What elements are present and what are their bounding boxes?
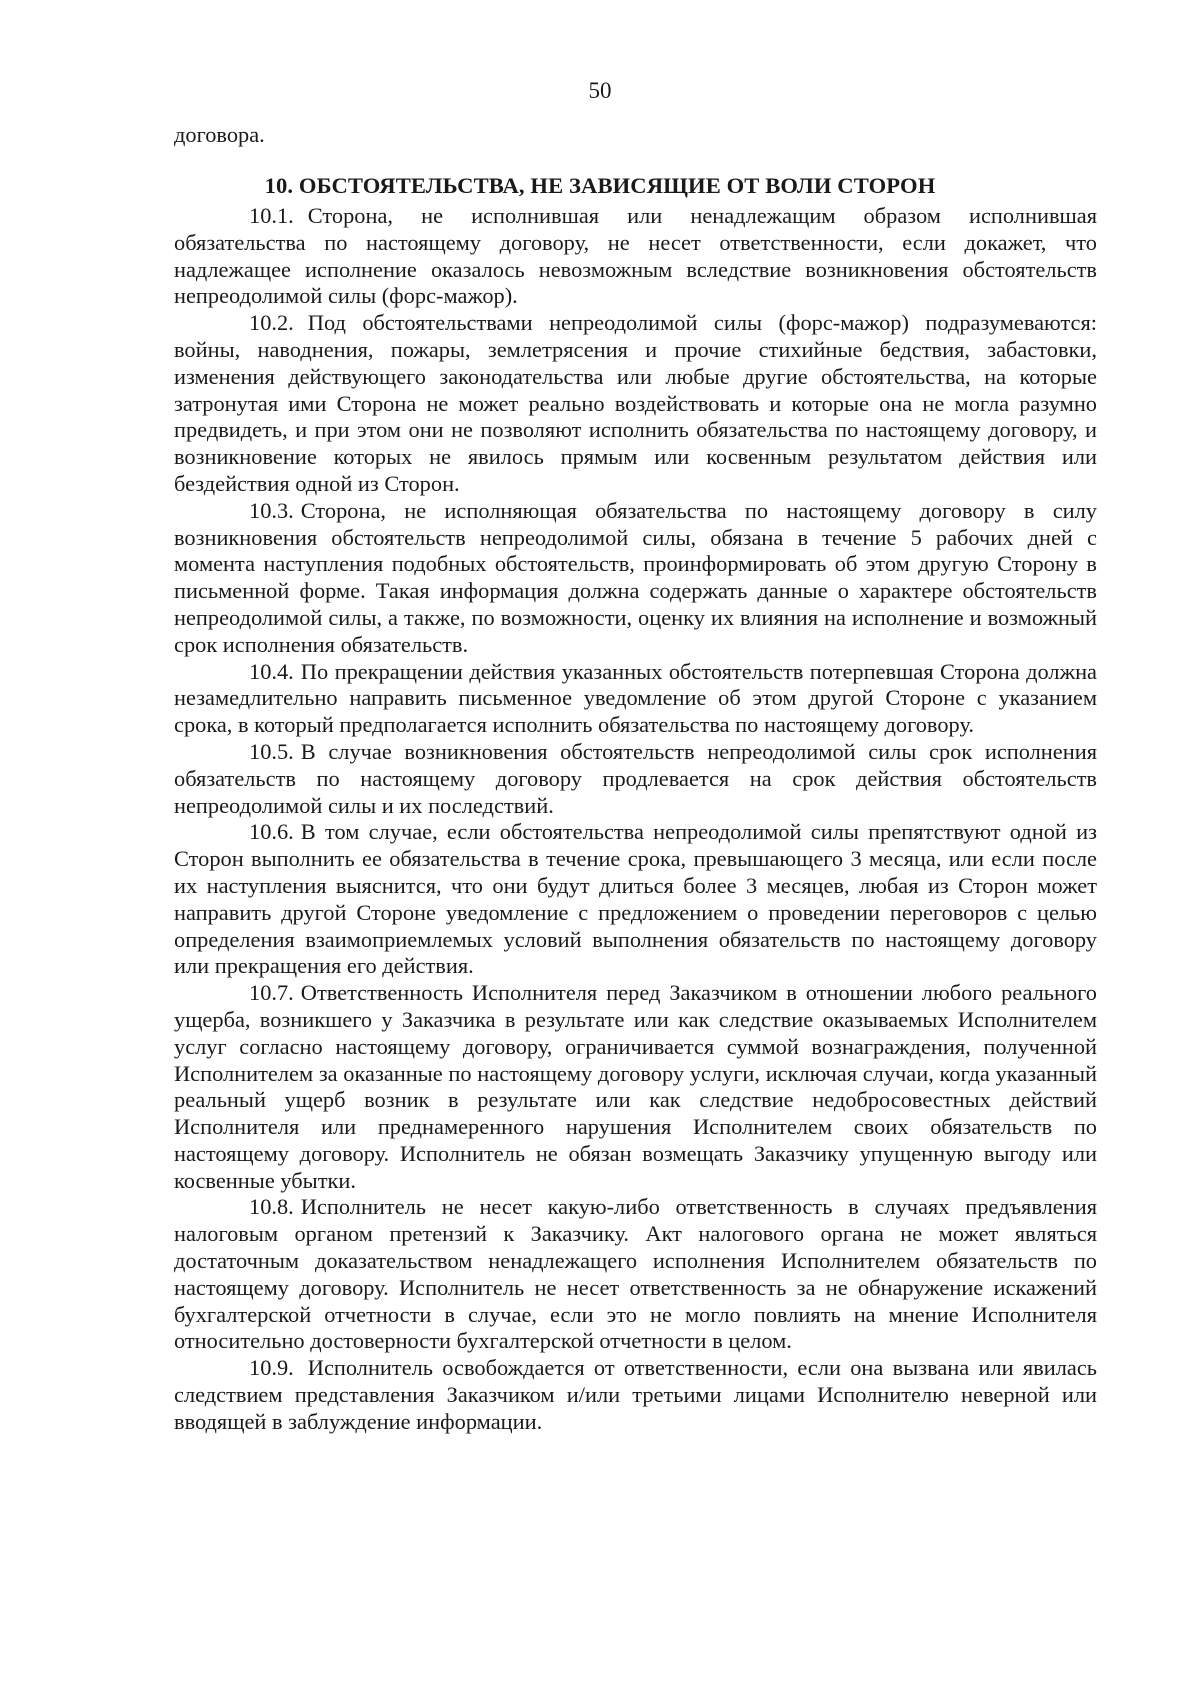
clause-10-2 bbox=[174, 310, 1097, 498]
clause-text: В случае возникновения обстоятельств непреодолимой силы срок исполнения обязательств по настоящему договору продлевается на срок действия обстоятельств непреодолимой силы и их последствий. bbox=[174, 738, 1097, 818]
clause-10-3 bbox=[174, 498, 1097, 659]
clause-text: По прекращении действия указанных обстоятельств потерпевшая Сторона должна незамедлительно направить письменное уведомление об этом другой Стороне с указанием срока, в который предполагается исполнить обязательства по настоящему договору. bbox=[174, 658, 1097, 738]
continuation-text: договора. bbox=[174, 122, 265, 147]
clause-text: Ответственность Исполнителя перед Заказчиком в отношении любого реального ущерба, возникшего у Заказчика в результате или как следствие оказываемых Исполнителем услуг согласно настоящему договору, ограничивается суммой вознаграждения, полученной Исполнителем за оказанные по настоящему договору услуги, исключая случаи, когда указанный реальный ущерб возник в результате или как следствие недобросовестных действий Исполнителя или преднамеренного нарушения Исполнителем своих обязательств по настоящему договору. Исполнитель не обязан возмещать Заказчику упущенную выгоду или косвенные убытки. bbox=[174, 980, 1097, 1193]
clause-text: Под обстоятельствами непреодолимой силы (форс-мажор) подразумеваются: войны, наводнения, пожары, землетрясения и прочие стихийные бедствия, забастовки, изменения действующего законодательства или любые другие обстоятельства, на которые затронутая ими Сторона не может реально воздействовать и которые она не могла разумно предвидеть, и при этом они не позволяют исполнить обязательства по настоящему договору, и возникновение которых не явилось прямым или косвенным результатом действия или бездействия одной из Сторон. bbox=[174, 310, 1097, 496]
clause-number: 10.4. bbox=[249, 658, 294, 684]
clause-10-1 bbox=[174, 203, 1097, 310]
clause-text: В том случае, если обстоятельства непреодолимой силы препятствуют одной из Сторон выполнить ее обязательства в течение срока, превышающего 3 месяца, или если после их наступления выяснится, что они будут длиться более 3 месяцев, любая из Сторон может направить другой Стороне уведомление с предложением о проведении переговоров с целью определения взаимоприемлемых условий выполнения обязательств по настоящему договору или прекращения его действия. bbox=[174, 819, 1097, 979]
clause-text: Исполнитель не несет какую-либо ответственность в случаях предъявления налоговым органом претензий к Заказчику. Акт налогового органа не может являться достаточным доказательством ненадлежащего исполнения Исполнителем обязательств по настоящему договору. Исполнитель не несет ответственность за не обнаружение искажений бухгалтерской отчетности в случае, если это не могло повлиять на мнение Исполнителя относительно достоверности бухгалтерской отчетности в целом. bbox=[174, 1194, 1097, 1354]
section-body bbox=[174, 203, 1097, 1436]
clause-text: Сторона, не исполняющая обязательства по настоящему договору в силу возникновения обстоятельств непреодолимой силы, обязана в течение 5 рабочих дней с момента наступления подобных обстоятельств, проинформировать об этом другую Сторону в письменной форме. Такая информация должна содержать данные о характере обстоятельств непреодолимой силы, а также, по возможности, оценку их влияния на исполнение и возможный срок исполнения обязательств. bbox=[174, 497, 1097, 657]
clause-10-6 bbox=[174, 819, 1097, 980]
clause-10-9 bbox=[174, 1355, 1097, 1435]
clause-10-7 bbox=[174, 980, 1097, 1194]
clause-10-5 bbox=[174, 739, 1097, 819]
section-title: 10. ОБСТОЯТЕЛЬСТВА, НЕ ЗАВИСЯЩИЕ ОТ ВОЛИ СТОРОН bbox=[264, 173, 936, 198]
clause-text: Сторона, не исполнившая или ненадлежащим образом исполнившая обязательства по настоящему договору, не несет ответственности, если докажет, что надлежащее исполнение оказалось невозможным вследствие возникновения обстоятельств непреодолимой силы (форс-мажор). bbox=[174, 203, 1097, 309]
clause-number: 10.8. bbox=[249, 1194, 294, 1220]
clause-10-8 bbox=[174, 1194, 1097, 1355]
clause-number: 10.1. bbox=[249, 203, 294, 228]
clause-number: 10.7. bbox=[249, 980, 294, 1006]
clause-number: 10.6. bbox=[249, 819, 294, 845]
clause-text: Исполнитель освобождается от ответственности, если она вызвана или явилась следствием представления Заказчиком и/или третьими лицами Исполнителю неверной или вводящей в заблуждение информации. bbox=[174, 1355, 1097, 1434]
page-number: 50 bbox=[588, 78, 612, 103]
clause-number: 10.3. bbox=[249, 497, 294, 523]
clause-number: 10.9. bbox=[249, 1355, 294, 1381]
clause-10-4 bbox=[174, 659, 1097, 739]
clause-number: 10.2. bbox=[249, 310, 294, 336]
clause-number: 10.5. bbox=[249, 738, 294, 764]
